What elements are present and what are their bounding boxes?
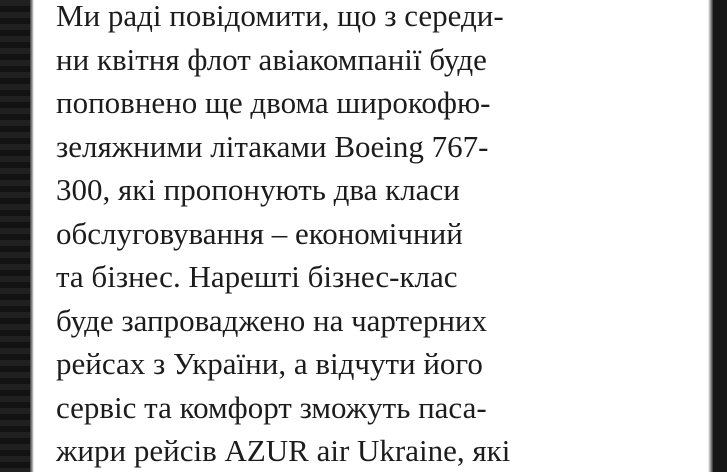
left-spine-gradient xyxy=(30,0,34,472)
text-line: сервіс та комфорт зможуть паса- xyxy=(56,389,487,425)
text-line: обслуговування – економічний xyxy=(56,215,463,251)
text-line: поповнено ще двома широкофю- xyxy=(56,85,491,120)
document-text-column xyxy=(56,0,646,472)
right-spine-shadow xyxy=(713,0,727,472)
text-line: жири рейсів AZUR air Ukraine, які xyxy=(56,433,511,468)
text-line: буде запроваджено на чартерних xyxy=(56,302,488,338)
left-spine-shadow xyxy=(0,0,30,472)
text-line: Ми раді повідомити, що з середи- xyxy=(56,0,504,33)
text-line: рейсах з України, а відчути його xyxy=(56,346,483,381)
text-line: ни квітня флот авіакомпанії буде xyxy=(56,41,487,77)
text-line: та бізнес. Нарешті бізнес-клас xyxy=(56,259,458,294)
text-line: 300, які пропонують два класи xyxy=(56,172,460,207)
text-line: зеляжними літаками Boeing 767- xyxy=(56,128,489,164)
